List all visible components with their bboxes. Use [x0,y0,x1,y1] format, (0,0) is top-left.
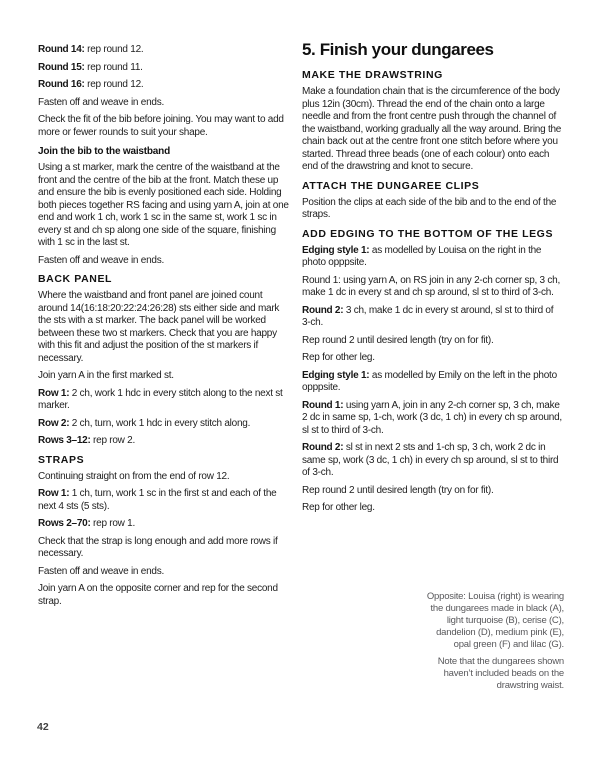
instruction-paragraph: Join yarn A on the opposite corner and rep for the second strap. [38,583,278,607]
round-text: 3 ch, make 1 dc in every st around, sl st to third of 3-ch. [302,304,554,328]
left-column [38,44,290,613]
row-label: Rows 2–70: [38,518,91,529]
section-heading-drawstring: MAKE THE DRAWSTRING [302,69,443,81]
edging-style-label: Edging style 1: [302,244,370,256]
round-label: Round 14: [38,44,85,55]
instruction-paragraph: Where the waistband and front panel are joined count around 14(16:18:20:22:24:26:28) sts either side and mark the sts with a st marker. The back panel will be worked between these two st markers. Check that you are happy with this fit and adjust the position of the st markers if necessary. [38,290,280,364]
section-heading-back-panel: BACK PANEL [38,273,113,285]
chapter-heading: 5. Finish your dungarees [302,40,494,59]
instruction-paragraph: Position the clips at each side of the bib and to the end of the straps. [302,196,557,220]
caption-line: the dungarees made in black (A), [430,602,564,614]
round-instruction [38,62,290,75]
edging-style-label: Edging style 1: [302,369,370,381]
row-text: rep row 1. [90,518,136,529]
section-heading-edging: ADD EDGING TO THE BOTTOM OF THE LEGS [302,227,554,240]
caption-line: Note that the dungarees shown [437,655,564,667]
row-label: Row 2: [38,417,70,429]
caption-line: opal green (F) and lilac (G). [453,638,564,650]
round-instruction [38,79,290,92]
row-text: 1 ch, turn, work 1 sc in the first st and each of the next 4 sts (5 sts). [38,488,277,512]
instruction-paragraph: Fasten off and weave in ends. [38,254,164,266]
instruction-paragraph: Check the fit of the bib before joining. You may want to add more or fewer rounds to suit your shape. [38,114,284,138]
photo-caption-paragraph [302,591,564,651]
round-instruction [302,400,564,438]
section-heading-straps: STRAPS [38,453,85,466]
edging-style-paragraph [302,245,564,270]
instruction-paragraph: Rep round 2 until desired length (try on for fit). [302,484,494,496]
row-text: rep row 2. [90,435,136,446]
instruction-paragraph: Fasten off and weave in ends. [38,565,164,577]
sub-heading-join-bib: Join the bib to the waistband [38,146,170,157]
round-label: Round 2: [302,442,344,453]
page-number: 42 [37,721,49,733]
round-instruction [38,44,290,57]
instruction-paragraph: Fasten off and weave in ends. [38,96,164,108]
row-text: 2 ch, turn, work 1 hdc in every stitch along. [69,417,251,429]
row-text: 2 ch, work 1 hdc in every stitch along to the next st marker. [38,387,283,411]
instruction-paragraph: Make a foundation chain that is the circumference of the body plus 12in (30cm). Thread the end of the chain onto a large needle and from the front centre push through the channel of the waistband, working gradually all the way around. Bring the chain back out at the centre front one stitch before where you started. Thread three beads (one of each colour) onto each end of the drawstring and knot to secure. [302,86,562,172]
edging-style-paragraph [302,370,564,395]
photo-caption [302,591,564,692]
round-instruction [302,442,564,480]
photo-caption-paragraph [302,656,564,692]
caption-line: Opposite: Louisa (right) is wearing [426,590,564,602]
row-instruction [38,418,290,431]
right-column [302,40,564,692]
round-instruction: Round 1: using yarn A, on RS join in any 2-ch corner sp, 3 ch, make 1 dc in every st and ch sp around, sl st to third of 3-ch. [302,274,560,298]
caption-line: drawstring waist. [496,679,564,691]
row-instruction [38,488,290,513]
row-label: Row 1: [38,387,70,399]
instruction-paragraph: Rep for other leg. [302,502,375,513]
instruction-paragraph: Check that the strap is long enough and add more rows if necessary. [38,535,278,559]
edging-style-text: as modelled by Louisa on the right in the photo opppsite. [302,244,542,268]
section-heading-clips: ATTACH THE DUNGAREE CLIPS [302,179,480,192]
round-text: rep round 11. [84,61,143,73]
instruction-paragraph: Rep for other leg. [302,352,375,363]
round-label: Round 16: [38,79,85,90]
round-text: using yarn A, join in any 2-ch corner sp, 3 ch, make 2 dc in same sp, 1-ch, work (3 dc, 1 ch) in every ch sp around, sl st to third of 3-ch. [302,399,562,436]
round-instruction [302,305,564,330]
instruction-paragraph: Continuing straight on from the end of row 12. [38,470,230,482]
caption-line: haven’t included beads on the [443,667,564,679]
row-instruction [38,518,290,531]
round-label: Round 1: [302,399,344,411]
round-text: sl st in next 2 sts and 1-ch sp, 3 ch, work 2 dc in same sp, work (3 dc, 1 ch) in every ch sp around, sl st to third of 3-ch. [302,442,559,478]
round-text: rep round 12. [84,79,144,90]
row-instruction [38,435,290,448]
row-instruction [38,388,290,413]
instruction-paragraph: Rep round 2 until desired length (try on for fit). [302,334,494,346]
instruction-paragraph: Using a st marker, mark the centre of the waistband at the front and the centre of the bib at the front. Match these up and ensure the bib is evenly positioned each side. Holding both pieces together RS facing and using yarn A, join at one end and work 1 ch, work 1 sc in the same st, work 1 sc in every st and ch sp along one side of the square, finishing with 1 sc in the last st. [38,162,289,248]
round-text: rep round 12. [84,44,144,55]
round-label: Round 2: [302,304,344,316]
caption-line: dandelion (D), medium pink (E), [436,626,564,638]
row-label: Row 1: [38,488,70,499]
row-label: Rows 3–12: [38,435,91,446]
caption-line: light turquoise (B), cerise (C), [446,614,564,626]
instruction-paragraph: Join yarn A in the first marked st. [38,370,174,381]
round-label: Round 15: [38,61,85,73]
edging-style-text: as modelled by Emily on the left in the photo opppsite. [302,369,557,393]
